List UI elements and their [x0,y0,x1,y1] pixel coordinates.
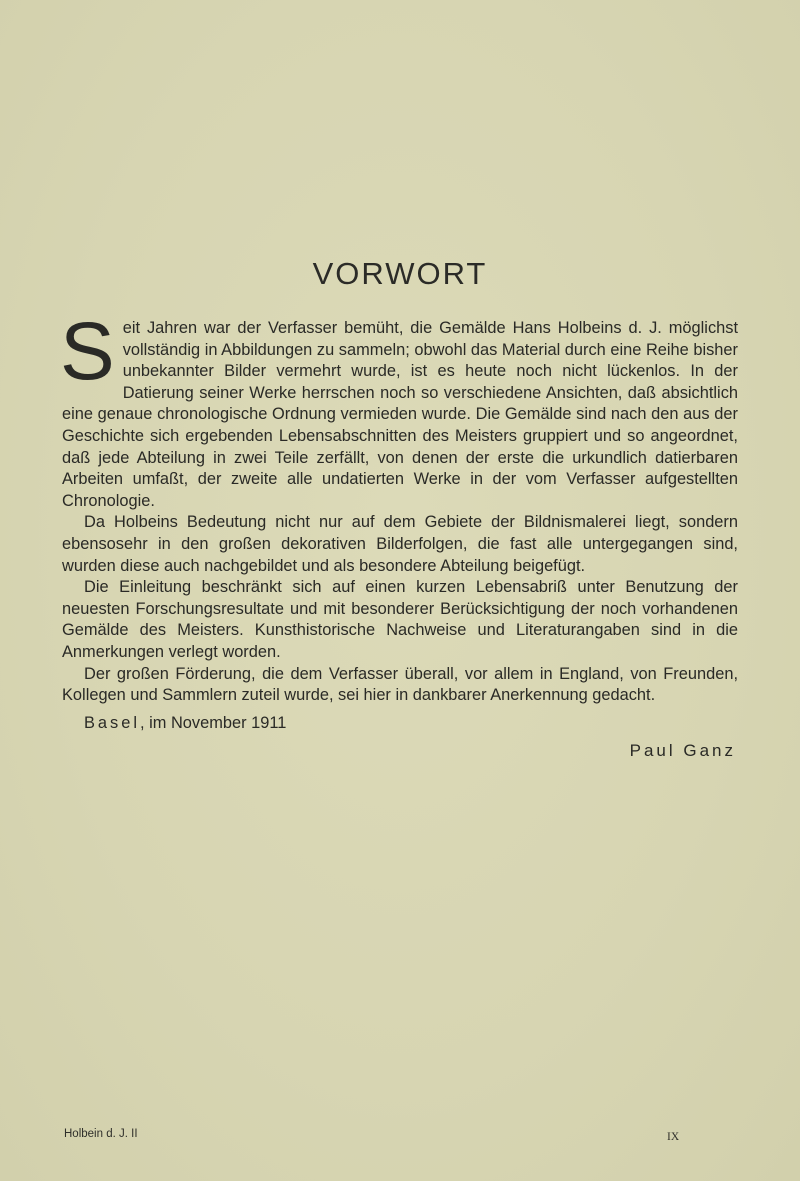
paragraph-3: Die Einleitung beschränkt sich auf einen kurzen Lebensabriß unter Benutzung der neuesten Forschungsresultate und mit besonderer Berücksichtigung der noch vorhandenen Gemälde des Meisters. Kunsthistorische Nachweise und Literaturangaben sind in die Anmerkungen verlegt worden. [62,578,738,661]
page-number: IX [667,1131,680,1143]
page-title: VORWORT [312,256,488,291]
signoff [62,714,738,774]
place: Basel [84,714,141,732]
paragraph-2: Da Holbeins Bedeutung nicht nur auf dem Gebiete der Bildnismalerei liegt, sondern ebensosehr in den großen dekorativen Bilderfolgen, die fast alle untergegangen sind, wurden diese auch nachgebildet und als besondere Abteilung beigefügt. [62,513,738,575]
place-date [84,714,286,733]
preface-body [60,306,738,707]
paragraph-1 [60,306,738,512]
drop-cap: S [60,306,115,397]
paragraph-4: Der großen Förderung, die dem Verfasser überall, vor allem in England, von Freunden, Kollegen und Sammlern zuteil wurde, sei hier in dankbarer Anerkennung gedacht. [62,664,738,705]
running-title: Holbein d. J. II [64,1128,138,1140]
date: , im November 1911 [140,714,287,732]
paragraph-1-text: eit Jahren war der Verfasser bemüht, die Gemälde Hans Holbeins d. J. möglichst vollständig in Abbildungen zu sammeln; obwohl das Material durch eine Reihe bisher unbekannter Bilder vermehrt wurde, ist es heute noch nicht lückenlos. In der Datierung seiner Werke herrschen noch so verschiedene Ansichten, daß absichtlich eine genaue chronologische Ordnung vermieden wurde. Die Gemälde sind nach den aus der Geschichte sich ergebenden Lebensabschnitten des Meisters gruppiert und so angeordnet, daß jede Abteilung in zwei Teile zerfällt, von denen der erste die urkundlich datierbaren Arbeiten umfaßt, der zweite alle undatierten Werke in der vom Verfasser aufgestellten Chronologie. [62,319,738,510]
author-signature: Paul Ganz [629,741,736,760]
